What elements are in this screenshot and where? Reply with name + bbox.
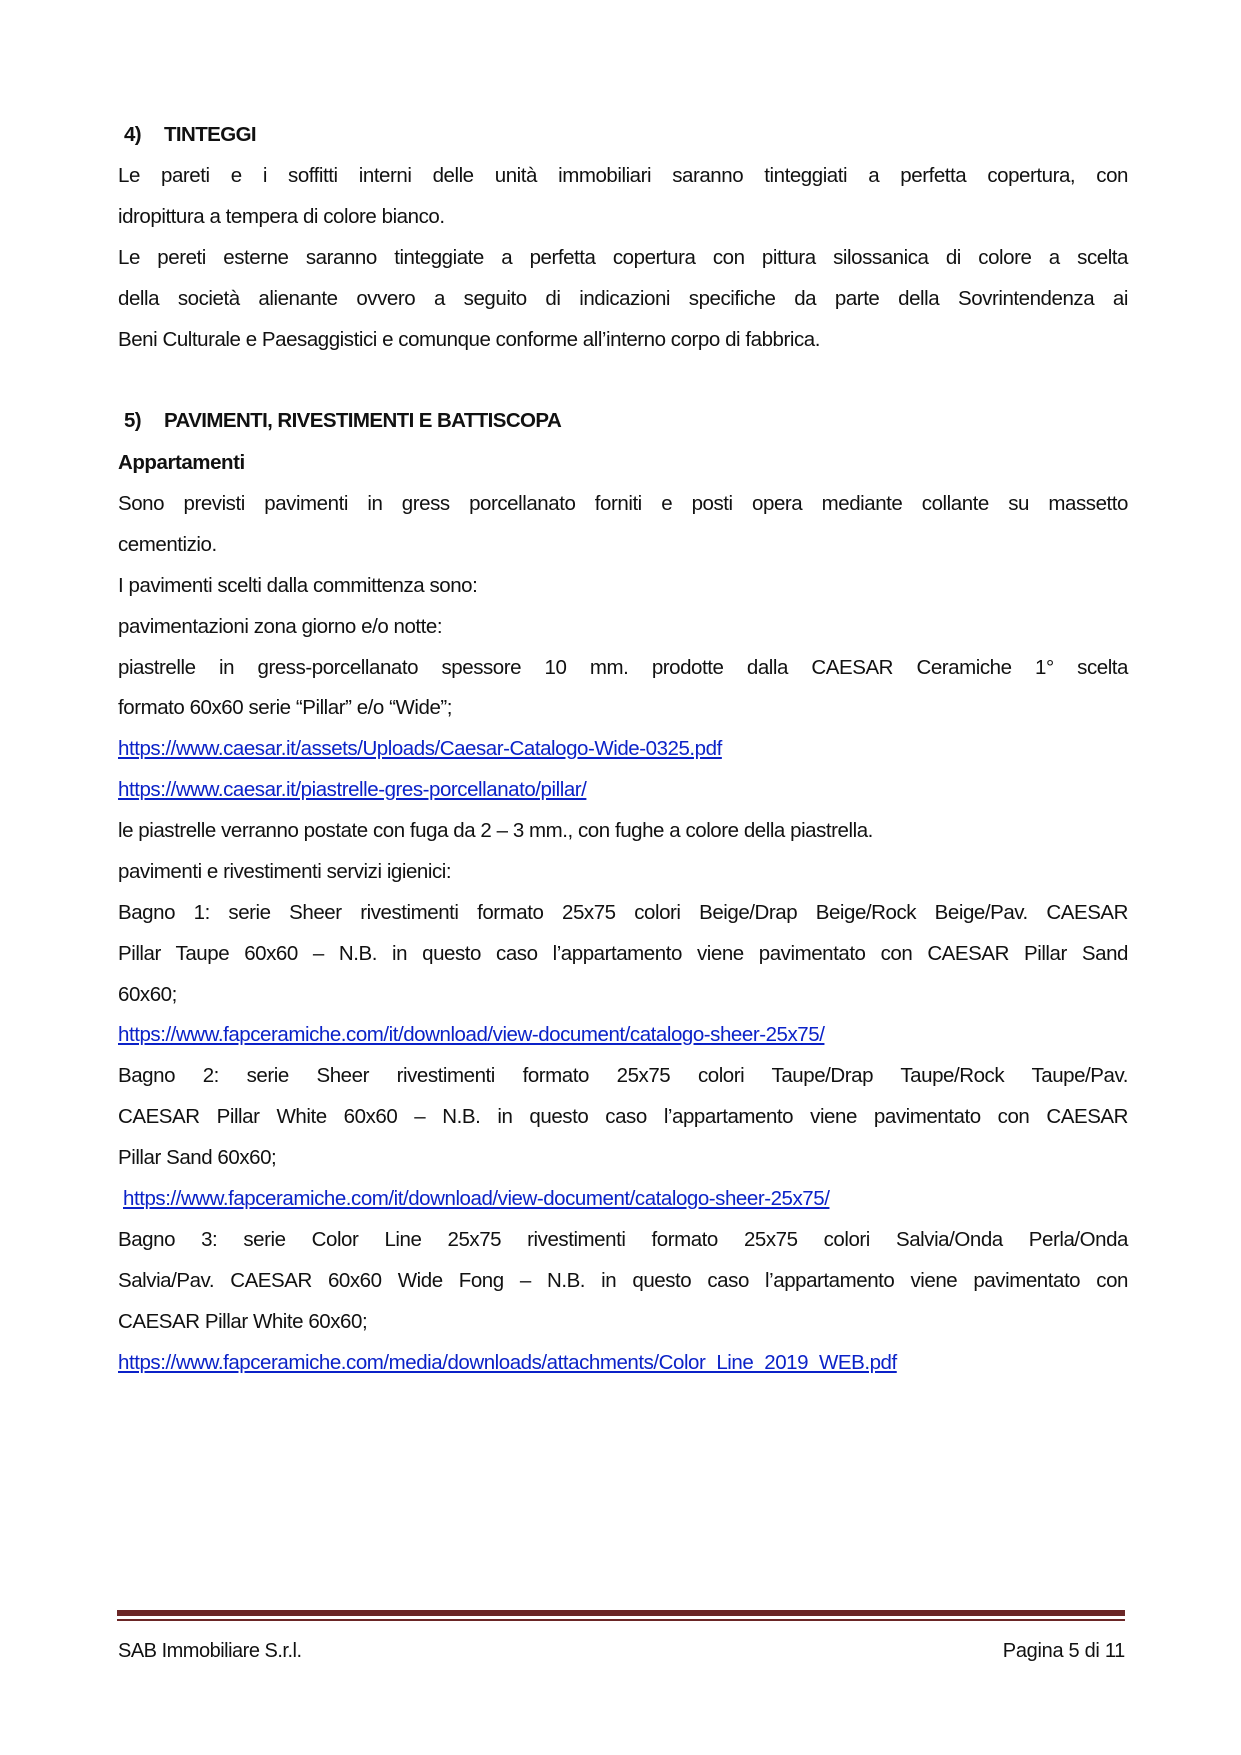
section-number: 4) (124, 123, 142, 146)
paragraph-line: Beni Culturale e Paesaggistici e comunque conforme all’interno corpo di fabbrica. (118, 328, 820, 351)
link-line (118, 1350, 1128, 1376)
section-heading-pavimenti (118, 408, 1128, 434)
section-title: TINTEGGI (164, 123, 257, 146)
section-title: PAVIMENTI, RIVESTIMENTI E BATTISCOPA (164, 409, 562, 432)
paragraph-line: Bagno 2: serie Sheer rivestimenti formato 25x75 colori Taupe/Drap Taupe/Rock Taupe/Pav. (118, 1064, 1128, 1087)
subheading-appartamenti: Appartamenti (118, 451, 245, 474)
paragraph-line: 60x60; (118, 983, 177, 1006)
link-caesar-wide-catalog[interactable]: https://www.caesar.it/assets/Uploads/Caesar-Catalogo-Wide-0325.pdf (118, 737, 722, 760)
paragraph-line: Bagno 3: serie Color Line 25x75 rivestimenti formato 25x75 colori Salvia/Onda Perla/Onda (118, 1228, 1128, 1251)
paragraph-line: cementizio. (118, 533, 217, 556)
section-heading-tinteggi (118, 122, 1128, 148)
footer-divider (117, 1610, 1125, 1616)
paragraph-line: pavimentazioni zona giorno e/o notte: (118, 615, 443, 638)
link-fap-sheer-catalog[interactable]: https://www.fapceramiche.com/it/download/view-document/catalogo-sheer-25x75/ (118, 1023, 825, 1046)
paragraph-line: CAESAR Pillar White 60x60 – N.B. in questo caso l’appartamento viene pavimentato con CAESAR (118, 1105, 1128, 1128)
paragraph-line: Salvia/Pav. CAESAR 60x60 Wide Fong – N.B. in questo caso l’appartamento viene pavimentato con (118, 1269, 1128, 1292)
footer-company: SAB Immobiliare S.r.l. (118, 1640, 302, 1662)
section-number: 5) (124, 409, 142, 432)
paragraph-line: Le pareti e i soffitti interni delle unità immobiliari saranno tinteggiati a perfetta copertura, con (118, 164, 1128, 187)
link-fap-color-line[interactable]: https://www.fapceramiche.com/media/downloads/attachments/Color_Line_2019_WEB.pdf (118, 1351, 897, 1374)
paragraph-line: Le pereti esterne saranno tinteggiate a perfetta copertura con pittura silossanica di colore a scelta (118, 246, 1128, 269)
paragraph-line: I pavimenti scelti dalla committenza sono: (118, 574, 478, 597)
paragraph-line: della società alienante ovvero a seguito di indicazioni specifiche da parte della Sovrintendenza ai (118, 287, 1128, 310)
link-line (118, 1022, 1128, 1048)
paragraph-line: formato 60x60 serie “Pillar” e/o “Wide”; (118, 696, 453, 719)
paragraph-line: pavimenti e rivestimenti servizi igienici: (118, 860, 452, 883)
paragraph-line: piastrelle in gress-porcellanato spessore 10 mm. prodotte dalla CAESAR Ceramiche 1° scelta (118, 656, 1128, 679)
paragraph-line: Bagno 1: serie Sheer rivestimenti formato 25x75 colori Beige/Drap Beige/Rock Beige/Pav. CAESAR (118, 901, 1128, 924)
link-line (118, 736, 1128, 762)
footer-divider-thin (117, 1619, 1125, 1621)
paragraph-line: Sono previsti pavimenti in gress porcellanato forniti e posti opera mediante collante su massetto (118, 492, 1128, 515)
footer-page-number: Pagina 5 di 11 (1002, 1640, 1125, 1662)
link-line (118, 777, 1128, 803)
link-caesar-pillar[interactable]: https://www.caesar.it/piastrelle-gres-porcellanato/pillar/ (118, 778, 587, 801)
link-line (123, 1186, 1133, 1212)
paragraph-line: CAESAR Pillar White 60x60; (118, 1310, 368, 1333)
paragraph-line: Pillar Sand 60x60; (118, 1146, 277, 1169)
paragraph-line: idropittura a tempera di colore bianco. (118, 205, 445, 228)
paragraph-line: Pillar Taupe 60x60 – N.B. in questo caso l’appartamento viene pavimentato con CAESAR Pillar Sand (118, 942, 1128, 965)
link-fap-sheer-catalog-2[interactable]: https://www.fapceramiche.com/it/download/view-document/catalogo-sheer-25x75/ (123, 1187, 830, 1210)
paragraph-line: le piastrelle verranno postate con fuga da 2 – 3 mm., con fughe a colore della piastrella. (118, 819, 873, 842)
